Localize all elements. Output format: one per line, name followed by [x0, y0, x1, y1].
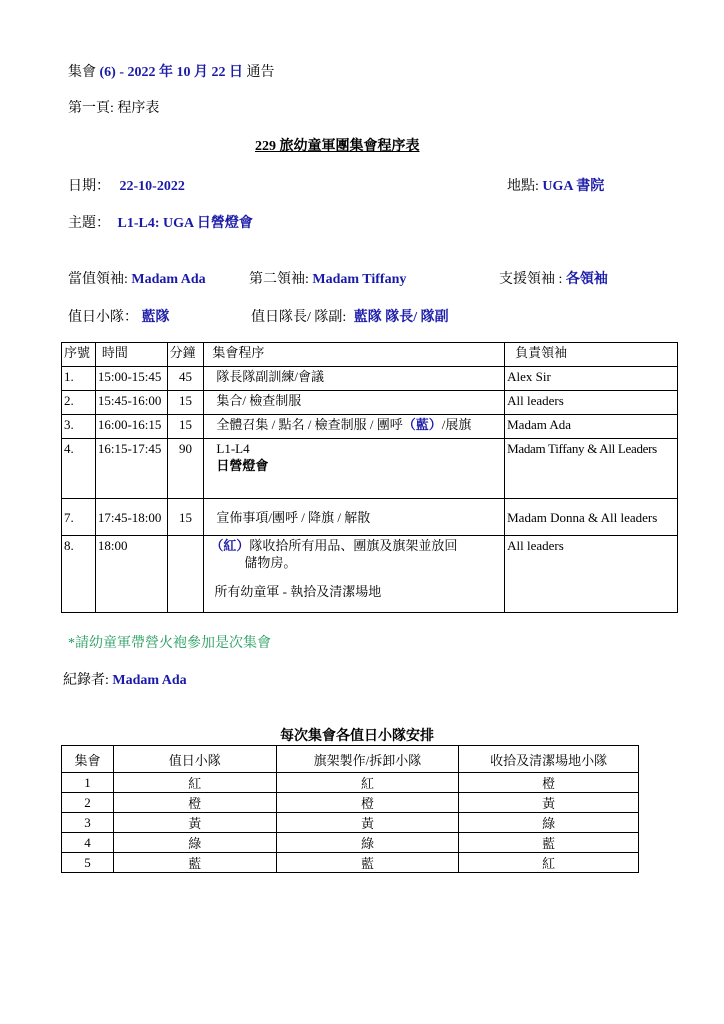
duty-cell: 4 [62, 833, 114, 853]
date-value: 22-10-2022 [119, 179, 185, 194]
row-item: 隊長隊副訓練/會議 [204, 367, 505, 391]
table-row [62, 391, 678, 415]
recorder-label: 紀錄者: [63, 673, 109, 688]
row-item-line [210, 537, 502, 554]
duty-cell: 藍 [459, 833, 639, 853]
duty-cell: 綠 [113, 833, 276, 853]
duty-header-row [62, 746, 639, 773]
duty-leader-label: 當值領袖: [68, 272, 128, 287]
document-title: 229 旅幼童軍團集會程序表 [255, 139, 420, 154]
row-no: 4. [62, 439, 96, 499]
row-no: 2. [62, 391, 96, 415]
row-item-line3: 所有幼童軍 - 執拾及清潔場地 [214, 584, 382, 599]
row-minutes: 90 [167, 439, 204, 499]
duty-patrol-label: 值日小隊： [68, 310, 138, 325]
table-row [62, 833, 639, 853]
duty-cell: 黃 [113, 813, 276, 833]
table-row [62, 499, 678, 536]
row-time: 17:45-18:00 [95, 499, 167, 536]
theme-line [68, 212, 253, 232]
header-item: 集會程序 [204, 343, 505, 367]
row-item: 集合/ 檢查制服 [204, 391, 505, 415]
table-row [62, 853, 639, 873]
table-row [62, 536, 678, 613]
duty-cell: 5 [62, 853, 114, 873]
patrol-color-mark: （藍） [402, 417, 442, 432]
duty-cell: 紅 [276, 773, 459, 793]
table-row [62, 773, 639, 793]
duty-patrol-value: 藍隊 [141, 310, 170, 325]
table-row [62, 793, 639, 813]
duty-cell: 橙 [276, 793, 459, 813]
page-label: 第一頁: 程序表 [68, 101, 160, 116]
patrol-leader [251, 306, 449, 326]
table-row [62, 415, 678, 439]
row-item [204, 415, 505, 439]
duty-patrol [68, 306, 170, 326]
row-item [204, 439, 505, 499]
row-item [204, 536, 505, 613]
duty-cell: 藍 [113, 853, 276, 873]
program-header-row [62, 343, 678, 367]
program-table [61, 342, 678, 613]
row-no: 8. [62, 536, 96, 613]
row-no: 3. [62, 415, 96, 439]
row-item: 宣佈事項/團呼 / 降旗 / 解散 [204, 499, 505, 536]
row-time: 16:15-17:45 [95, 439, 167, 499]
venue-value: UGA 書院 [542, 179, 605, 194]
patrol-leader-value: 藍隊 隊長/ 隊副 [353, 310, 449, 325]
row-item-text: L1-L4 [216, 441, 250, 456]
notice-label: 通告 [246, 65, 275, 80]
duty-schedule-table [61, 745, 639, 873]
header-no: 序號 [62, 343, 96, 367]
theme-label: 主題： [68, 216, 110, 231]
duty-cell: 黃 [459, 793, 639, 813]
date-label: 日期： [68, 179, 110, 194]
row-time: 15:45-16:00 [95, 391, 167, 415]
campfire-note: *請幼童軍帶營火袍參加是次集會 [68, 636, 271, 651]
duty-cell: 3 [62, 813, 114, 833]
duty-leader [68, 268, 206, 288]
patrol-leader-label: 值日隊長/ 隊副: [251, 310, 347, 325]
row-time: 15:00-15:45 [95, 367, 167, 391]
row-minutes: 15 [167, 415, 204, 439]
recorder-line [63, 669, 187, 689]
header-minutes: 分鐘 [167, 343, 204, 367]
meeting-header [68, 61, 275, 81]
meeting-prefix: 集會 [68, 65, 96, 80]
second-leader-label: 第二領袖: [249, 272, 309, 287]
table-row [62, 439, 678, 499]
support-leader [499, 268, 608, 288]
row-minutes: 15 [167, 499, 204, 536]
meeting-number: (6) - [99, 65, 124, 80]
row-time: 18:00 [95, 536, 167, 613]
row-no: 1. [62, 367, 96, 391]
duty-leader-value: Madam Ada [131, 272, 206, 287]
row-minutes [167, 536, 204, 613]
duty-header-flag: 旗架製作/拆卸小隊 [276, 746, 459, 773]
row-minutes: 45 [167, 367, 204, 391]
venue-label: 地點: [507, 179, 539, 194]
row-leader: Madam Tiffany & All Leaders [505, 439, 678, 499]
table-row [62, 367, 678, 391]
date-line [68, 175, 185, 195]
duty-cell: 綠 [459, 813, 639, 833]
duty-cell: 2 [62, 793, 114, 813]
row-item-suffix: /展旗 [441, 417, 472, 432]
table-row [62, 813, 639, 833]
duty-cell: 1 [62, 773, 114, 793]
row-item-text: 全體召集 / 點名 / 檢查制服 / 團呼 [216, 417, 403, 432]
header-time: 時間 [95, 343, 167, 367]
header-leader: 負責領袖 [505, 343, 678, 367]
theme-value: L1-L4: UGA 日營燈會 [117, 216, 253, 231]
duty-table-title: 每次集會各值日小隊安排 [280, 729, 434, 744]
row-leader: Madam Ada [505, 415, 678, 439]
recorder-value: Madam Ada [112, 673, 187, 688]
duty-header-meeting: 集會 [62, 746, 114, 773]
row-minutes: 15 [167, 391, 204, 415]
duty-cell: 橙 [113, 793, 276, 813]
second-leader [249, 268, 406, 288]
duty-cell: 橙 [459, 773, 639, 793]
duty-cell: 黃 [276, 813, 459, 833]
support-leader-value: 各領袖 [565, 272, 608, 287]
support-leader-label: 支援領袖 : [499, 272, 563, 287]
meeting-date: 2022 年 10 月 22 日 [127, 65, 243, 80]
row-leader: All leaders [505, 391, 678, 415]
row-time: 16:00-16:15 [95, 415, 167, 439]
row-item-text: 隊收拾所有用品、團旗及旗架並放回 [249, 538, 458, 553]
duty-cell: 紅 [113, 773, 276, 793]
patrol-color-mark: （紅） [210, 538, 250, 553]
duty-cell: 藍 [276, 853, 459, 873]
row-item-line2: 儲物房。 [244, 555, 297, 570]
duty-header-patrol: 值日小隊 [113, 746, 276, 773]
duty-cell: 紅 [459, 853, 639, 873]
row-item-subtitle: 日營燈會 [216, 458, 269, 473]
second-leader-value: Madam Tiffany [312, 272, 407, 287]
row-leader: Madam Donna & All leaders [505, 499, 678, 536]
venue-line [507, 175, 604, 195]
duty-header-cleanup: 收拾及清潔場地小隊 [459, 746, 639, 773]
row-no: 7. [62, 499, 96, 536]
row-leader: All leaders [505, 536, 678, 613]
duty-cell: 綠 [276, 833, 459, 853]
row-leader: Alex Sir [505, 367, 678, 391]
